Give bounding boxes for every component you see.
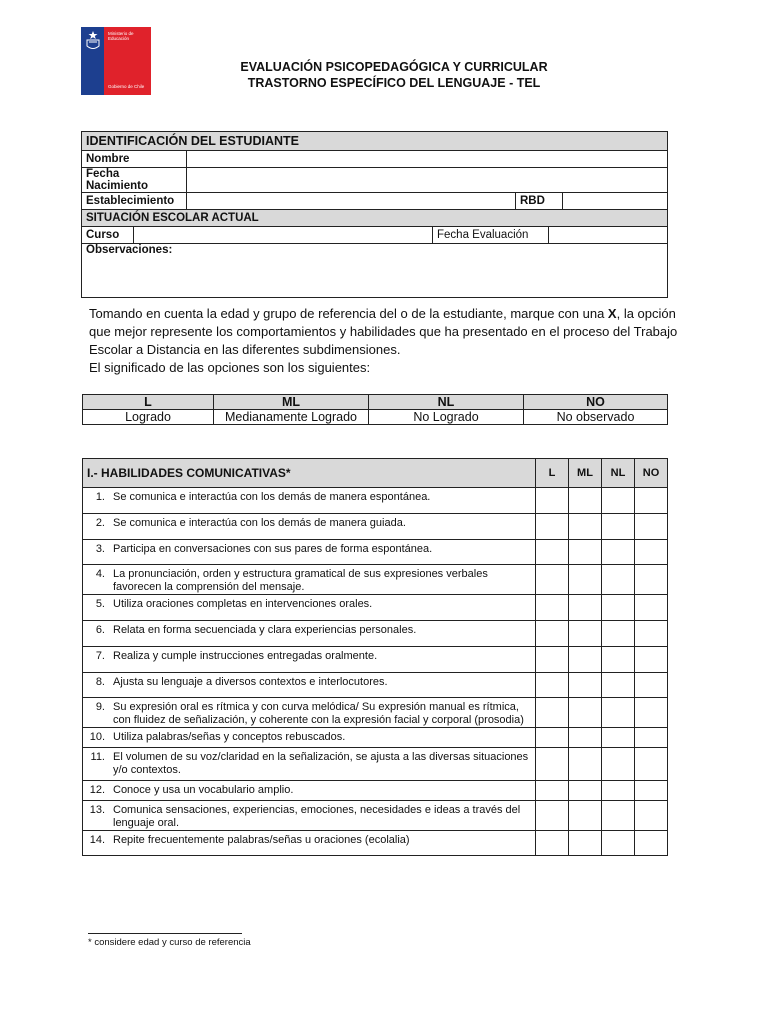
rating-cell-l[interactable] [536,647,569,673]
rating-cell-l[interactable] [536,801,569,831]
instructions-text-1: Tomando en cuenta la edad y grupo de referencia del o de la estudiante, marque con una [89,306,608,321]
skill-row [83,781,668,801]
rating-cell-l[interactable] [536,565,569,595]
skill-number: 11. [83,748,112,781]
rating-cell-no[interactable] [635,488,668,514]
instructions-mark: X [607,306,617,321]
rating-cell-no[interactable] [635,565,668,595]
curso-row [82,227,668,244]
curso-field[interactable] [134,227,433,243]
skill-row [83,488,668,514]
rating-cell-nl[interactable] [602,488,635,514]
legend-meaning-ml: Medianamente Logrado [214,410,369,425]
skill-description: La pronunciación, orden y estructura gramatical de sus expresiones verbales favorecen la comprensión del mensaje. [111,565,536,595]
rating-cell-no[interactable] [635,514,668,540]
rating-cell-no[interactable] [635,781,668,801]
skill-row [83,595,668,621]
observaciones-label: Observaciones: [86,244,173,256]
skill-description: Repite frecuentemente palabras/señas u oraciones (ecolalia) [111,831,536,856]
skill-description: Conoce y usa un vocabulario amplio. [111,781,536,801]
observaciones-field[interactable] [82,244,668,298]
rating-cell-ml[interactable] [569,781,602,801]
legend-code-ml: ML [214,395,369,410]
skill-number: 3. [83,540,112,565]
rating-cell-nl[interactable] [602,595,635,621]
rating-cell-l[interactable] [536,728,569,748]
skill-row [83,514,668,540]
column-header-nl: NL [602,459,635,488]
rating-cell-no[interactable] [635,595,668,621]
column-header-ml: ML [569,459,602,488]
rating-cell-no[interactable] [635,801,668,831]
rating-cell-l[interactable] [536,540,569,565]
instructions-text-2: , la opción que mejor represente los comportamientos y habilidades que ha presentado en el proceso del Trabajo Escolar a Distancia en las diferentes subdimensiones. [89,306,678,357]
rating-cell-nl[interactable] [602,540,635,565]
rating-cell-no[interactable] [635,540,668,565]
skills-table-title: I.- HABILIDADES COMUNICATIVAS* [83,459,536,488]
skill-description: Utiliza oraciones completas en intervenciones orales. [111,595,536,621]
legend-code-nl: NL [369,395,524,410]
footnote: * considere edad y curso de referencia [88,937,251,948]
rating-cell-l[interactable] [536,698,569,728]
skill-row [83,673,668,698]
legend-meaning-nl: No Logrado [369,410,524,425]
rating-cell-l[interactable] [536,831,569,856]
rating-cell-nl[interactable] [602,621,635,647]
skill-row [83,698,668,728]
document-title: EVALUACIÓN PSICOPEDAGÓGICA Y CURRICULAR [240,60,548,74]
skill-number: 4. [83,565,112,595]
rating-cell-no[interactable] [635,673,668,698]
skill-description: El volumen de su voz/claridad en la señalización, se ajusta a las diversas situaciones y/o contextos. [111,748,536,781]
rating-cell-l[interactable] [536,488,569,514]
skill-description: Utiliza palabras/señas y conceptos rebuscados. [111,728,536,748]
skill-number: 14. [83,831,112,856]
rating-cell-nl[interactable] [602,565,635,595]
skill-description: Ajusta su lenguaje a diversos contextos e interlocutores. [111,673,536,698]
instructions-line2: El significado de las opciones son los siguientes: [89,360,371,375]
rating-cell-ml[interactable] [569,831,602,856]
rating-cell-no[interactable] [635,831,668,856]
rating-cell-ml[interactable] [569,698,602,728]
rating-cell-ml[interactable] [569,595,602,621]
rating-cell-ml[interactable] [569,673,602,698]
skill-number: 6. [83,621,112,647]
fecha-nacimiento-label: Fecha Nacimiento [82,168,187,193]
legend-meaning-l: Logrado [83,410,214,425]
skill-description: Se comunica e interactúa con los demás de manera guiada. [111,514,536,540]
rating-cell-nl[interactable] [602,801,635,831]
skill-row [83,647,668,673]
rating-cell-l[interactable] [536,621,569,647]
skill-row [83,540,668,565]
rating-cell-nl[interactable] [602,698,635,728]
rating-cell-ml[interactable] [569,488,602,514]
rating-cell-ml[interactable] [569,728,602,748]
establecimiento-label: Establecimiento [82,193,187,210]
skill-row [83,621,668,647]
rating-cell-l[interactable] [536,673,569,698]
footnote-separator [88,933,242,934]
curso-label: Curso [82,227,134,243]
rating-cell-l[interactable] [536,514,569,540]
rating-cell-no[interactable] [635,728,668,748]
fecha-evaluacion-label: Fecha Evaluación [433,227,549,243]
skill-number: 1. [83,488,112,514]
rating-cell-no[interactable] [635,647,668,673]
rating-cell-ml[interactable] [569,748,602,781]
rating-cell-ml[interactable] [569,621,602,647]
skill-row [83,565,668,595]
rating-cell-nl[interactable] [602,728,635,748]
logo-text-line1: Ministerio de [108,31,134,36]
skill-number: 2. [83,514,112,540]
rating-cell-nl[interactable] [602,514,635,540]
skill-number: 8. [83,673,112,698]
logo-text-line2: Educación [108,36,130,41]
nombre-label: Nombre [82,151,187,168]
skill-number: 13. [83,801,112,831]
rating-cell-nl[interactable] [602,781,635,801]
rbd-label: RBD [516,193,563,210]
fecha-evaluacion-field[interactable] [549,227,668,243]
rating-cell-nl[interactable] [602,673,635,698]
document-subtitle: TRASTORNO ESPECÍFICO DEL LENGUAJE - TEL [247,76,541,90]
rating-cell-ml[interactable] [569,514,602,540]
skill-number: 5. [83,595,112,621]
column-header-l: L [536,459,569,488]
rating-cell-nl[interactable] [602,748,635,781]
skill-number: 7. [83,647,112,673]
rating-cell-no[interactable] [635,748,668,781]
rating-cell-no[interactable] [635,621,668,647]
rating-cell-ml[interactable] [569,801,602,831]
nombre-field[interactable] [187,151,668,168]
legend-code-no: NO [524,395,668,410]
rating-cell-l[interactable] [536,595,569,621]
rating-cell-no[interactable] [635,698,668,728]
skill-row [83,801,668,831]
skill-row [83,748,668,781]
rating-cell-ml[interactable] [569,540,602,565]
skill-description: Comunica sensaciones, experiencias, emociones, necesidades e ideas a través del lenguaje oral. [111,801,536,831]
student-identification-table [81,131,668,298]
skill-description: Se comunica e interactúa con los demás de manera espontánea. [111,488,536,514]
skill-number: 10. [83,728,112,748]
logo-text-line3: Gobierno de Chile [108,84,145,89]
skills-table [82,458,668,856]
legend-code-l: L [83,395,214,410]
skill-description: Participa en conversaciones con sus pares de forma espontánea. [111,540,536,565]
skill-number: 9. [83,698,112,728]
rating-cell-ml[interactable] [569,647,602,673]
rating-cell-nl[interactable] [602,647,635,673]
fecha-nacimiento-field[interactable] [187,168,668,193]
rating-cell-l[interactable] [536,748,569,781]
skill-description: Su expresión oral es rítmica y con curva melódica/ Su expresión manual es rítmica, con fluidez de señalización, y coherente con la expresión facial y corporal (prosodia) [111,698,536,728]
rating-cell-l[interactable] [536,781,569,801]
skill-row [83,831,668,856]
establecimiento-field[interactable] [187,193,516,210]
identification-header: IDENTIFICACIÓN DEL ESTUDIANTE [82,132,668,151]
instructions-paragraph [89,305,701,377]
skill-description: Relata en forma secuenciada y clara experiencias personales. [111,621,536,647]
skill-description: Realiza y cumple instrucciones entregadas oralmente. [111,647,536,673]
rbd-field[interactable] [563,193,668,210]
skills-rows [83,488,668,856]
rating-cell-nl[interactable] [602,831,635,856]
situacion-header: SITUACIÓN ESCOLAR ACTUAL [82,210,668,227]
legend-meaning-no: No observado [524,410,668,425]
legend-table [82,394,668,425]
skill-number: 12. [83,781,112,801]
rating-cell-ml[interactable] [569,565,602,595]
coat-of-arms-icon [83,30,103,52]
skill-row [83,728,668,748]
column-header-no: NO [635,459,668,488]
